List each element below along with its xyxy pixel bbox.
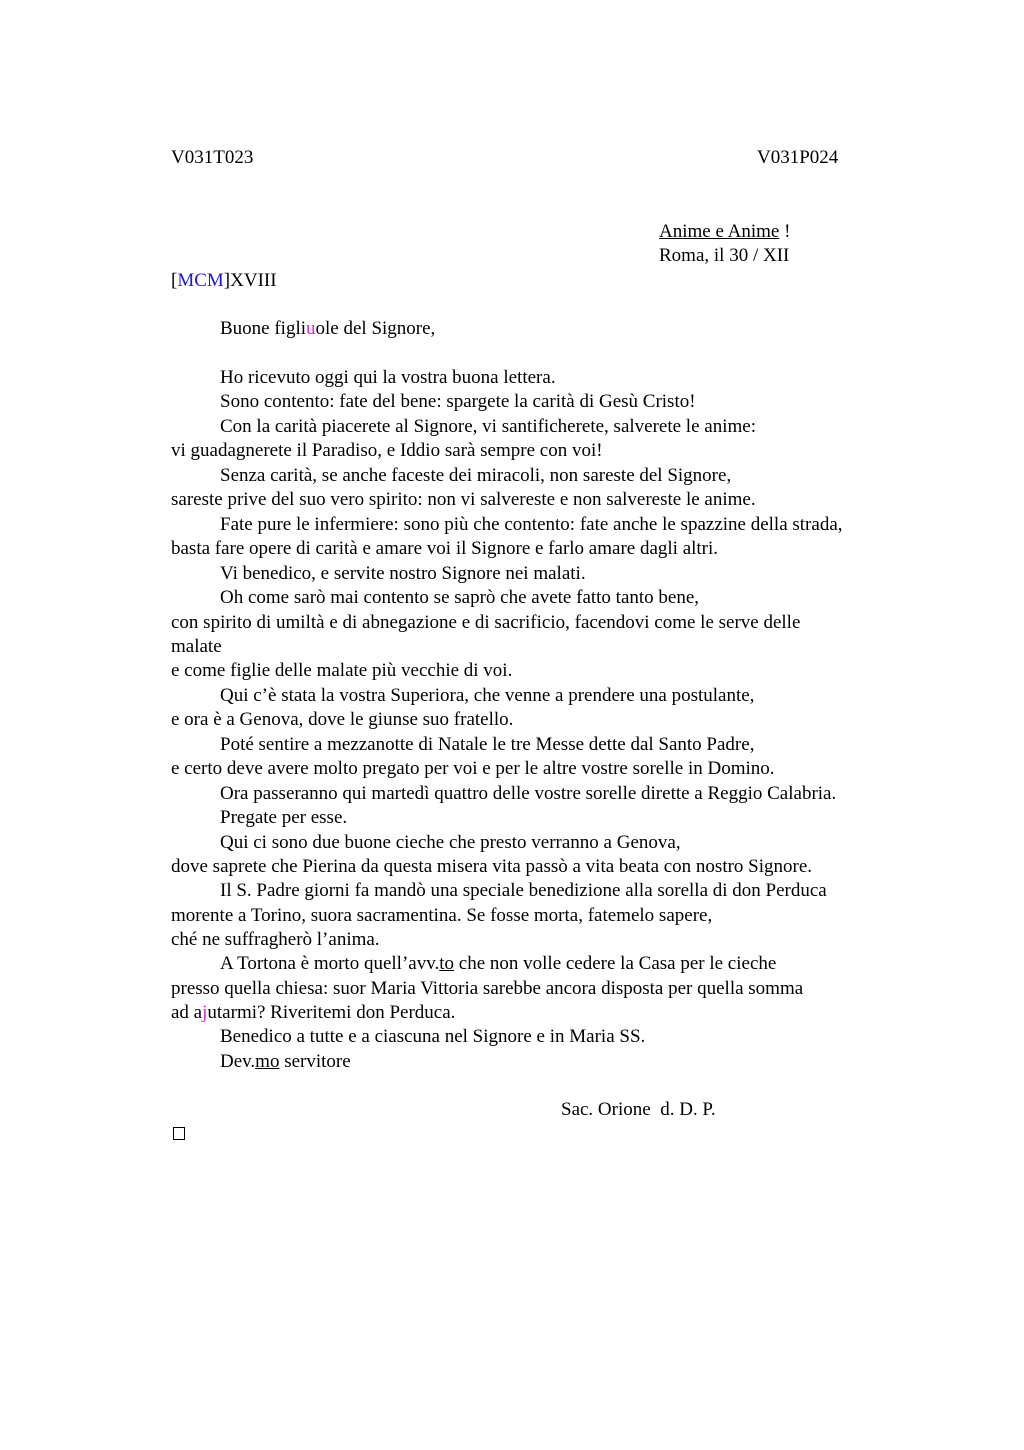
salutation-after: ole del Signore, (315, 318, 436, 339)
ajutarmi-highlight: j (202, 1002, 208, 1023)
letter-title (659, 221, 790, 243)
closing (220, 1051, 351, 1073)
body-line: Ora passeranno qui martedì quattro delle vostre sorelle dirette a Reggio Calabria. (220, 782, 837, 804)
body-line: Ho ricevuto oggi qui la vostra buona lettera. (220, 367, 556, 388)
year-bracket-close: ] (223, 270, 231, 291)
year-rest: XVIII (230, 270, 277, 291)
body-line: Con la carità piacerete al Signore, vi santificherete, salverete le anime: (220, 415, 756, 437)
body-line: Sono contento: fate del bene: spargete la carità di Gesù Cristo! (220, 391, 696, 413)
presso-line: presso quella chiesa: suor Maria Vittoria sarebbe ancora disposta per quella somma (171, 978, 804, 999)
body-line: Poté sentire a mezzanotte di Natale le tre Messe dette dal Santo Padre, (220, 733, 755, 755)
body-line: Qui c’è stata la vostra Superiora, che venne a prendere una postulante, (220, 684, 755, 706)
tortona-after: che non volle cedere la Casa per le cieche (454, 953, 777, 974)
year (171, 270, 277, 292)
body-line: vi guadagnerete il Paradiso, e Iddio sarà sempre con voi! (171, 440, 603, 462)
salutation (220, 318, 435, 340)
body-line: sareste prive del suo vero spirito: non vi salvereste e non salvereste le anime. (171, 489, 756, 511)
body-line: Pregate per esse. (220, 807, 348, 829)
body-line: Fate pure le infermiere: sono più che contento: fate anche le spazzine della strada, (220, 513, 843, 535)
body-line: Senza carità, se anche faceste dei miracoli, non sareste del Signore, (220, 464, 732, 486)
year-bracket-open: [ (171, 270, 178, 291)
title-suffix: ! (779, 221, 791, 242)
body-line: e certo deve avere molto pregato per voi e per le altre vostre sorelle in Domino. (171, 758, 775, 780)
body-line: Vi benedico, e servite nostro Signore nei malati. (220, 562, 586, 584)
closing-after: servitore (279, 1051, 351, 1072)
end-mark-box-icon (173, 1127, 185, 1140)
body-line: Il S. Padre giorni fa mandò una speciale benedizione alla sorella di don Perduca (220, 880, 827, 902)
body-line: ché ne suffragherò l’anima. (171, 929, 380, 951)
year-editorial: MCM (177, 270, 224, 291)
signature: Sac. Orione d. D. P. (561, 1099, 716, 1120)
salutation-highlight: u (306, 318, 316, 339)
closing-underlined: mo (255, 1051, 280, 1072)
tortona-before: A Tortona è morto quell’avv. (220, 953, 440, 974)
body-line: e ora è a Genova, dove le giunse suo fratello. (171, 709, 514, 731)
ajutarmi-after: utarmi? Riveritemi don Perduca. (207, 1002, 456, 1023)
header-right-code: V031P024 (757, 147, 839, 168)
body-line: e come figlie delle malate più vecchie di voi. (171, 660, 513, 682)
title-underlined: Anime e Anime (659, 221, 780, 242)
body-line: dove saprete che Pierina da questa misera vita passò a vita beata con nostro Signore. (171, 856, 813, 877)
tortona-line (220, 953, 776, 975)
ajutarmi-before: ad a (171, 1002, 203, 1023)
ajutarmi-line (171, 1002, 455, 1024)
body-line: Qui ci sono due buone cieche che presto verranno a Genova, (220, 831, 681, 853)
body-line: Oh come sarò mai contento se saprò che avete fatto tanto bene, (220, 587, 700, 608)
body-line: malate (171, 636, 222, 657)
body-line: con spirito di umiltà e di abnegazione e di sacrificio, facendovi come le serve delle (171, 611, 801, 633)
salutation-before: Buone figli (220, 318, 307, 339)
body-line: basta fare opere di carità e amare voi il Signore e farlo amare dagli altri. (171, 538, 719, 560)
body-line: morente a Torino, suora sacramentina. Se fosse morta, fatemelo sapere, (171, 904, 713, 926)
benedico-line: Benedico a tutte e a ciascuna nel Signore e in Maria SS. (220, 1026, 646, 1047)
tortona-underlined: to (439, 953, 455, 974)
dateline: Roma, il 30 / XII (659, 245, 790, 266)
closing-before: Dev. (220, 1051, 256, 1072)
header-left-code: V031T023 (171, 147, 254, 168)
